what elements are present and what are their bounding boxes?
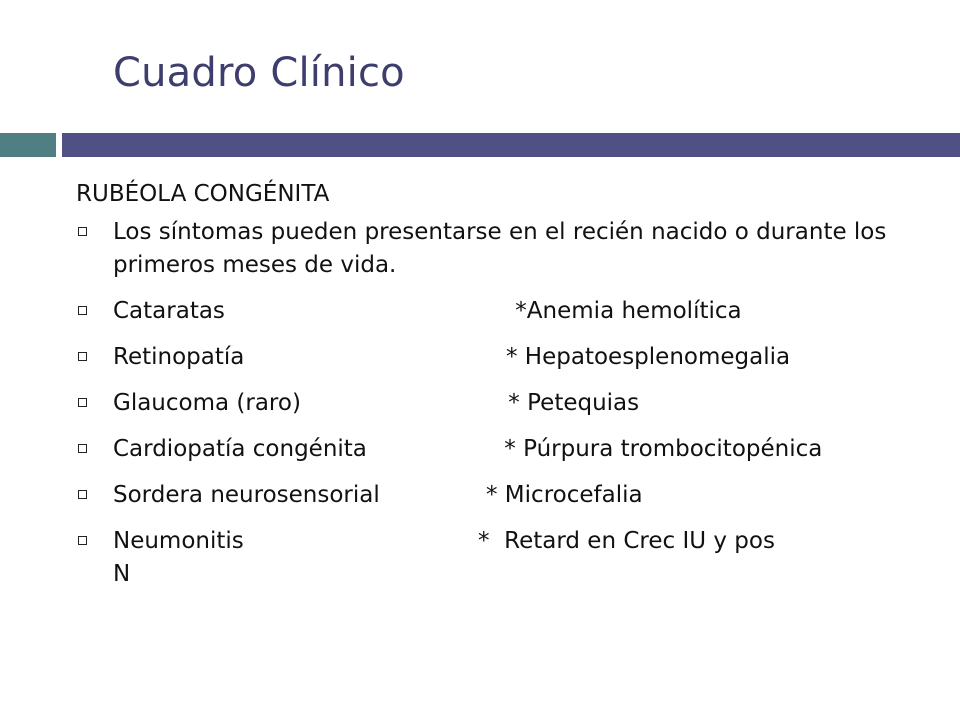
symptom-left: Retinopatía [113, 344, 245, 370]
square-bullet-icon [78, 536, 87, 545]
symptom-row [113, 525, 946, 558]
symptom-left: Sordera neurosensorial [113, 482, 380, 508]
slide-body [76, 172, 946, 604]
accent-bar-purple [62, 133, 960, 157]
square-bullet-icon [78, 398, 87, 407]
square-bullet-icon [78, 444, 87, 453]
symptom-left: Glaucoma (raro) [113, 390, 301, 416]
bullet-item [76, 387, 946, 420]
square-bullet-icon [78, 306, 87, 315]
bullet-item [76, 295, 946, 328]
bullet-item-intro [76, 216, 946, 282]
symptom-right: * Púrpura trombocitopénica [497, 436, 823, 462]
symptom-row [113, 387, 946, 420]
section-heading: RUBÉOLA CONGÉNITA [76, 181, 330, 207]
symptom-left: Cardiopatía congénita [113, 436, 367, 462]
symptom-left: Neumonitis [113, 528, 244, 554]
symptom-right: * Microcefalia [486, 482, 643, 508]
bullet-item [76, 433, 946, 466]
symptom-row [113, 479, 946, 512]
symptom-continuation: N [113, 561, 131, 587]
symptom-right: * Petequias [501, 390, 640, 416]
bullet-item [76, 525, 946, 591]
symptom-row [113, 341, 946, 374]
slide-title: Cuadro Clínico [113, 50, 405, 96]
square-bullet-icon [78, 490, 87, 499]
symptom-right: *Anemia hemolítica [508, 298, 742, 324]
symptom-right: * Hepatoesplenomegalia [506, 344, 791, 370]
symptom-row [113, 433, 946, 466]
bullet-text-intro: Los síntomas pueden presentarse en el recién nacido o durante los primeros meses de vida. [113, 219, 887, 278]
symptom-right: * Retard en Crec IU y pos [478, 528, 775, 554]
symptom-left: Cataratas [113, 298, 225, 324]
square-bullet-icon [78, 227, 87, 236]
bullet-item [76, 341, 946, 374]
square-bullet-icon [78, 352, 87, 361]
bullet-item [76, 479, 946, 512]
accent-bar-teal [0, 133, 56, 157]
symptom-row [113, 295, 946, 328]
